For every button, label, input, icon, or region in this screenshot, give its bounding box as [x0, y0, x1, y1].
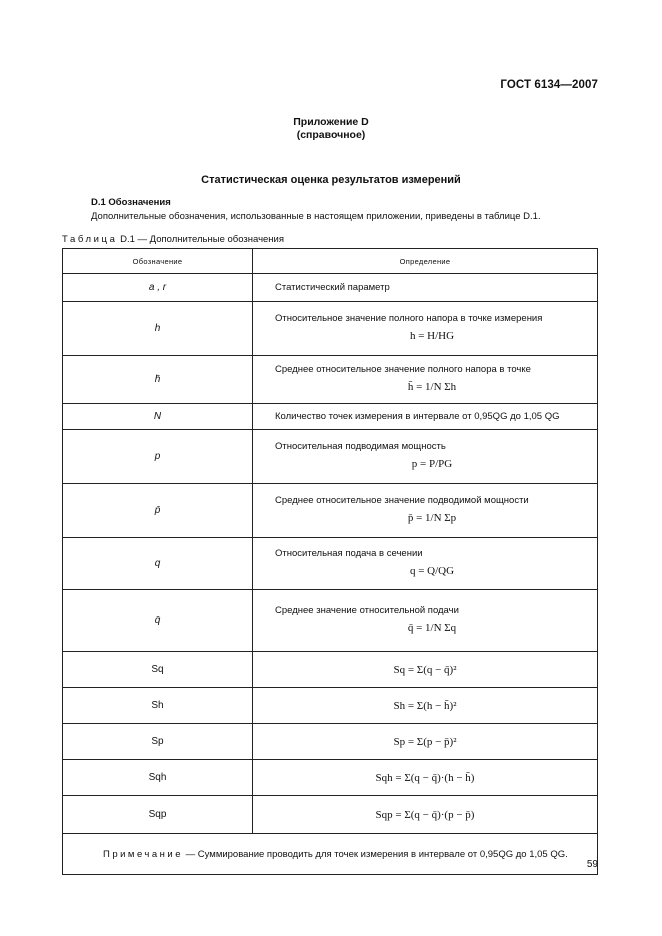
symbol-text: Sqp	[148, 809, 167, 820]
definition-cell	[253, 404, 598, 430]
formula: h = H/HG	[409, 330, 455, 342]
table-row	[63, 356, 598, 404]
table-row	[63, 484, 598, 538]
page-number: 59	[586, 859, 598, 870]
symbol-cell	[63, 356, 253, 404]
formula-cell	[253, 688, 598, 724]
table-row	[63, 652, 598, 688]
formula: q = Q/QG	[409, 565, 455, 577]
formula: Sq = Σ(q − q̄)²	[393, 663, 457, 676]
symbol-text: Sp	[151, 736, 164, 747]
formula-cell	[253, 760, 598, 796]
symbol-cell	[63, 724, 253, 760]
symbol-text: Sq	[151, 664, 164, 675]
table-caption-text: D.1 — Дополнительные обозначения	[120, 234, 285, 245]
definition-text: Статистический параметр	[275, 282, 390, 293]
table-row	[63, 538, 598, 590]
symbol-text: p̄	[154, 505, 161, 516]
formula: q̄ = 1/N Σq	[407, 622, 457, 634]
symbol-text: a , r	[148, 282, 167, 293]
appendix-subtitle: (справочное)	[296, 129, 366, 141]
definition-cell	[253, 590, 598, 652]
symbol-text: h̄	[154, 374, 161, 385]
definition-text: Относительное значение полного напора в точке измерения	[275, 313, 543, 324]
formula: Sh = Σ(h − h̄)²	[393, 699, 457, 712]
note-word: Примечание	[103, 848, 183, 860]
formula-cell	[253, 652, 598, 688]
table-note-row	[63, 834, 598, 875]
symbol-cell	[63, 484, 253, 538]
symbol-text: h	[154, 323, 161, 334]
definition-text: Относительная подводимая мощность	[275, 441, 446, 452]
subsection-heading: D.1 Обозначения	[91, 197, 171, 208]
definition-text: Среднее значение относительной подачи	[275, 605, 459, 616]
symbol-text: Sqh	[148, 772, 167, 783]
table-row	[63, 404, 598, 430]
definition-cell	[253, 302, 598, 356]
definition-cell	[253, 538, 598, 590]
subsection-intro: Дополнительные обозначения, использованные в настоящем приложении, приведены в таблице D.1.	[91, 211, 541, 222]
table-row	[63, 274, 598, 302]
definition-text: Количество точек измерения в интервале от 0,95QG до 1,05 QG	[275, 411, 560, 422]
table-note	[63, 834, 598, 875]
definition-cell	[253, 484, 598, 538]
section-title: Статистическая оценка результатов измерений	[201, 174, 461, 186]
table-row	[63, 302, 598, 356]
formula: Sqh = Σ(q − q̄)·(h − h̄)	[375, 771, 475, 784]
symbol-cell	[63, 688, 253, 724]
formula: Sqp = Σ(q − q̄)·(p − p̄)	[375, 808, 475, 821]
symbol-text: q	[154, 558, 161, 569]
formula-cell	[253, 796, 598, 834]
formula: h̄ = 1/N Σh	[407, 381, 457, 393]
table-header-row	[63, 249, 598, 274]
table-caption-word: Таблица	[62, 234, 118, 245]
appendix-heading	[0, 116, 662, 142]
symbol-cell	[63, 590, 253, 652]
definition-cell	[253, 274, 598, 302]
appendix-title: Приложение D	[293, 116, 369, 128]
column-header-symbol: Обозначение	[63, 249, 253, 274]
column-header-definition: Определение	[253, 249, 598, 274]
table-row	[63, 796, 598, 834]
symbols-table	[62, 248, 598, 875]
symbol-text: Sh	[151, 700, 164, 711]
table-caption	[62, 234, 284, 245]
formula: p = P/PG	[411, 458, 453, 470]
symbol-cell	[63, 538, 253, 590]
symbol-cell	[63, 302, 253, 356]
formula-cell	[253, 724, 598, 760]
definition-text: Среднее относительное значение подводимой мощности	[275, 495, 529, 506]
definition-cell	[253, 430, 598, 484]
symbol-text: N	[153, 411, 162, 422]
symbol-text: p	[154, 451, 161, 462]
table-row	[63, 760, 598, 796]
symbol-cell	[63, 652, 253, 688]
table-row	[63, 430, 598, 484]
table-row	[63, 688, 598, 724]
table-row	[63, 590, 598, 652]
symbol-cell	[63, 404, 253, 430]
definition-cell	[253, 356, 598, 404]
symbol-cell	[63, 430, 253, 484]
document-id: ГОСТ 6134—2007	[500, 79, 598, 91]
note-text: — Суммирование проводить для точек измерения в интервале от 0,95QG до 1,05 QG.	[185, 848, 568, 860]
formula: p̄ = 1/N Σp	[407, 512, 457, 524]
symbol-text: q̄	[154, 615, 161, 626]
symbol-cell	[63, 760, 253, 796]
definition-text: Среднее относительное значение полного напора в точке	[275, 364, 531, 375]
symbol-cell	[63, 796, 253, 834]
symbol-cell	[63, 274, 253, 302]
table-row	[63, 724, 598, 760]
formula: Sp = Σ(p − p̄)²	[393, 735, 457, 748]
definition-text: Относительная подача в сечении	[275, 548, 423, 559]
